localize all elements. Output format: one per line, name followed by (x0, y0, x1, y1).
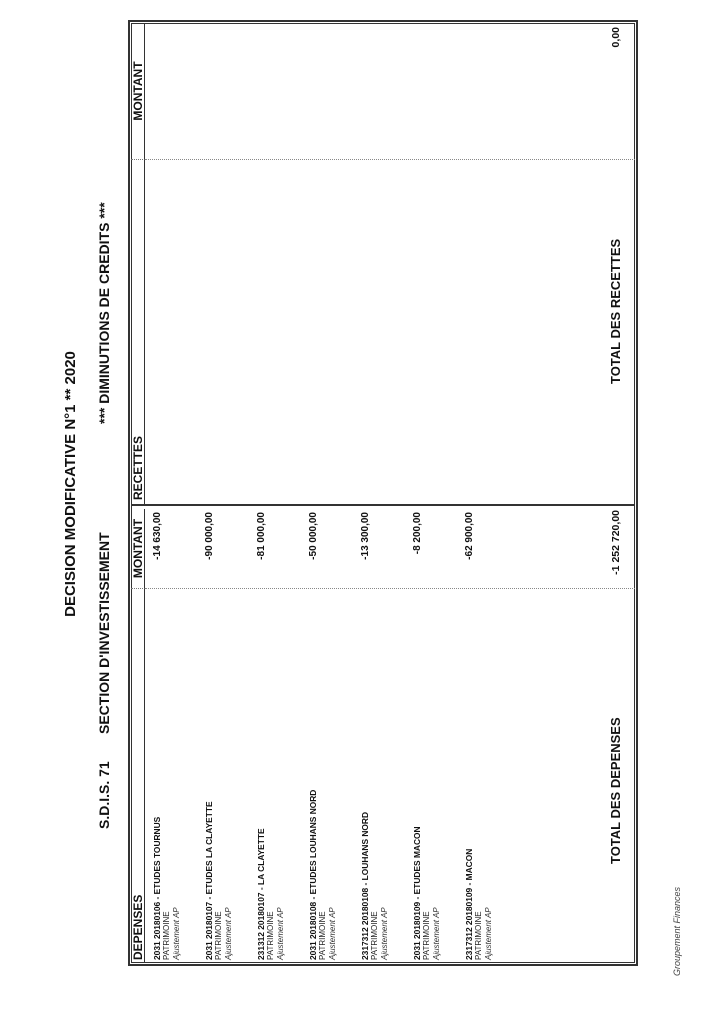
footer-note: Groupement Finances (672, 886, 682, 976)
expense-row-service: PATRIMOINE (318, 911, 327, 960)
total-depenses-label: TOTAL DES DEPENSES (608, 717, 623, 864)
expense-row-heading: 2317312 20180108 - LOUHANS NORD (360, 811, 370, 960)
expense-row-heading: 2031 20180109 - ETUDES MACON (412, 826, 422, 960)
expense-amount: -8 200,00 (412, 512, 423, 555)
expense-row-service: PATRIMOINE (474, 911, 483, 960)
expense-row-note: Ajustement AP (276, 907, 285, 960)
column-header-montant-depenses: MONTANT (131, 509, 145, 589)
column-header-montant-recettes: MONTANT (131, 23, 145, 160)
expense-row-note: Ajustement AP (224, 907, 233, 960)
expense-amount: -62 900,00 (464, 512, 475, 560)
column-header-recettes: RECETTES (131, 160, 145, 504)
organization-name: S.D.I.S. 71 (96, 761, 112, 829)
depenses-recettes-divider (131, 504, 635, 506)
expense-row-note: Ajustement AP (432, 907, 441, 960)
expense-amount: -14 630,00 (152, 512, 163, 560)
expense-row-heading: 2031 20180107 - ETUDES LA CLAYETTE (204, 801, 214, 960)
expense-row (412, 590, 442, 960)
dotted-divider-montant-recettes (145, 159, 635, 160)
expense-row-heading: 2317312 20180109 - MACON (464, 848, 474, 960)
expense-row-service: PATRIMOINE (422, 911, 431, 960)
expense-amount: -81 000,00 (256, 512, 267, 560)
expense-amount: -13 300,00 (360, 512, 371, 560)
total-depenses-value: -1 252 720,00 (610, 510, 622, 575)
expense-row-service: PATRIMOINE (214, 911, 223, 960)
expense-row (204, 590, 234, 960)
document-title: DECISION MODIFICATIVE N°1 ** 2020 (62, 351, 79, 617)
expense-amount: -50 000,00 (308, 512, 319, 560)
expense-row-note: Ajustement AP (484, 907, 493, 960)
expense-row (464, 590, 494, 960)
expense-amount: -90 000,00 (204, 512, 215, 560)
total-recettes-value: 0,00 (610, 27, 622, 48)
subtitle-diminutions: *** DIMINUTIONS DE CREDITS *** (96, 202, 112, 424)
expense-row-note: Ajustement AP (172, 907, 181, 960)
expense-row-heading: 2031 20180106 - ETUDES TOURNUS (152, 816, 162, 960)
expense-row (256, 590, 286, 960)
column-header-depenses: DEPENSES (131, 589, 145, 963)
expense-row-note: Ajustement AP (328, 907, 337, 960)
expense-row-heading: 231312 20180107 - LA CLAYETTE (256, 828, 266, 960)
expense-row (152, 590, 182, 960)
expense-row-heading: 2031 20180108 - ETUDES LOUHANS NORD (308, 789, 318, 960)
dotted-divider-montant-depenses (145, 588, 635, 589)
section-title: SECTION D'INVESTISSEMENT (96, 532, 112, 734)
expense-row-service: PATRIMOINE (370, 911, 379, 960)
expense-row (308, 590, 338, 960)
expense-row-service: PATRIMOINE (266, 911, 275, 960)
expense-row-note: Ajustement AP (380, 907, 389, 960)
expense-row (360, 590, 390, 960)
expense-row-service: PATRIMOINE (162, 911, 171, 960)
total-recettes-label: TOTAL DES RECETTES (608, 238, 623, 384)
